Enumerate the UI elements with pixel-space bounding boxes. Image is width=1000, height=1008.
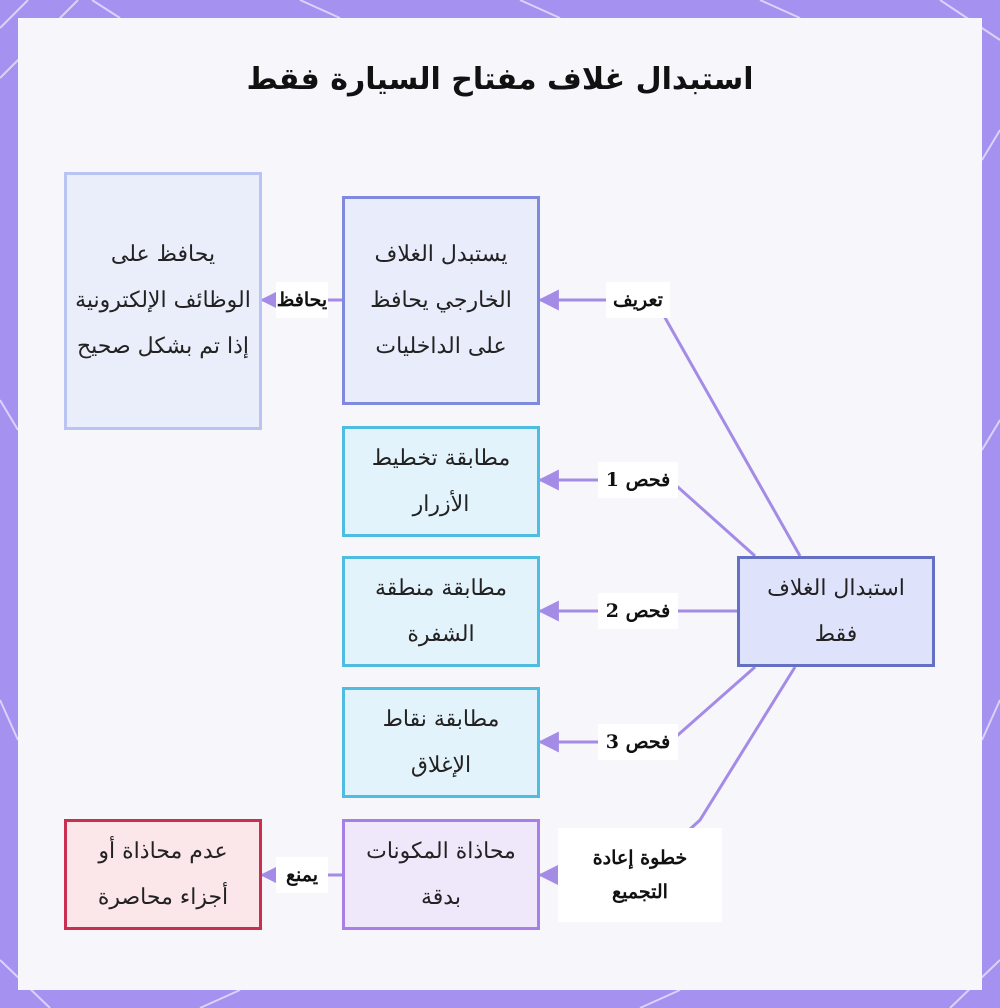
- diagram-title: استبدال غلاف مفتاح السيارة فقط: [246, 62, 754, 97]
- edge-label-check3: فحص 3: [598, 724, 678, 760]
- node-shell-replacement: استبدال الغلاف فقط: [737, 556, 935, 667]
- edge-label-check2: فحص 2: [598, 593, 678, 629]
- node-check-blade-area: مطابقة منطقة الشفرة: [342, 556, 540, 667]
- node-misalignment: عدم محاذاة أو أجزاء محاصرة: [64, 819, 262, 930]
- edge-label-prevents: يمنع: [276, 857, 328, 893]
- node-check-button-layout: مطابقة تخطيط الأزرار: [342, 426, 540, 537]
- node-definition: يستبدل الغلاف الخارجي يحافظ على الداخليات: [342, 196, 540, 405]
- node-preserve-functions: يحافظ على الوظائف الإلكترونية إذا تم بشكل صحيح: [64, 172, 262, 430]
- edge-label-preserve: يحافظ: [276, 282, 328, 318]
- edge-label-definition: تعريف: [606, 282, 670, 318]
- node-align-components: محاذاة المكونات بدقة: [342, 819, 540, 930]
- edge-label-reassembly: خطوة إعادة التجميع: [558, 828, 722, 922]
- node-check-lock-points: مطابقة نقاط الإغلاق: [342, 687, 540, 798]
- edge-label-check1: فحص 1: [598, 462, 678, 498]
- edge-definition: [540, 300, 800, 556]
